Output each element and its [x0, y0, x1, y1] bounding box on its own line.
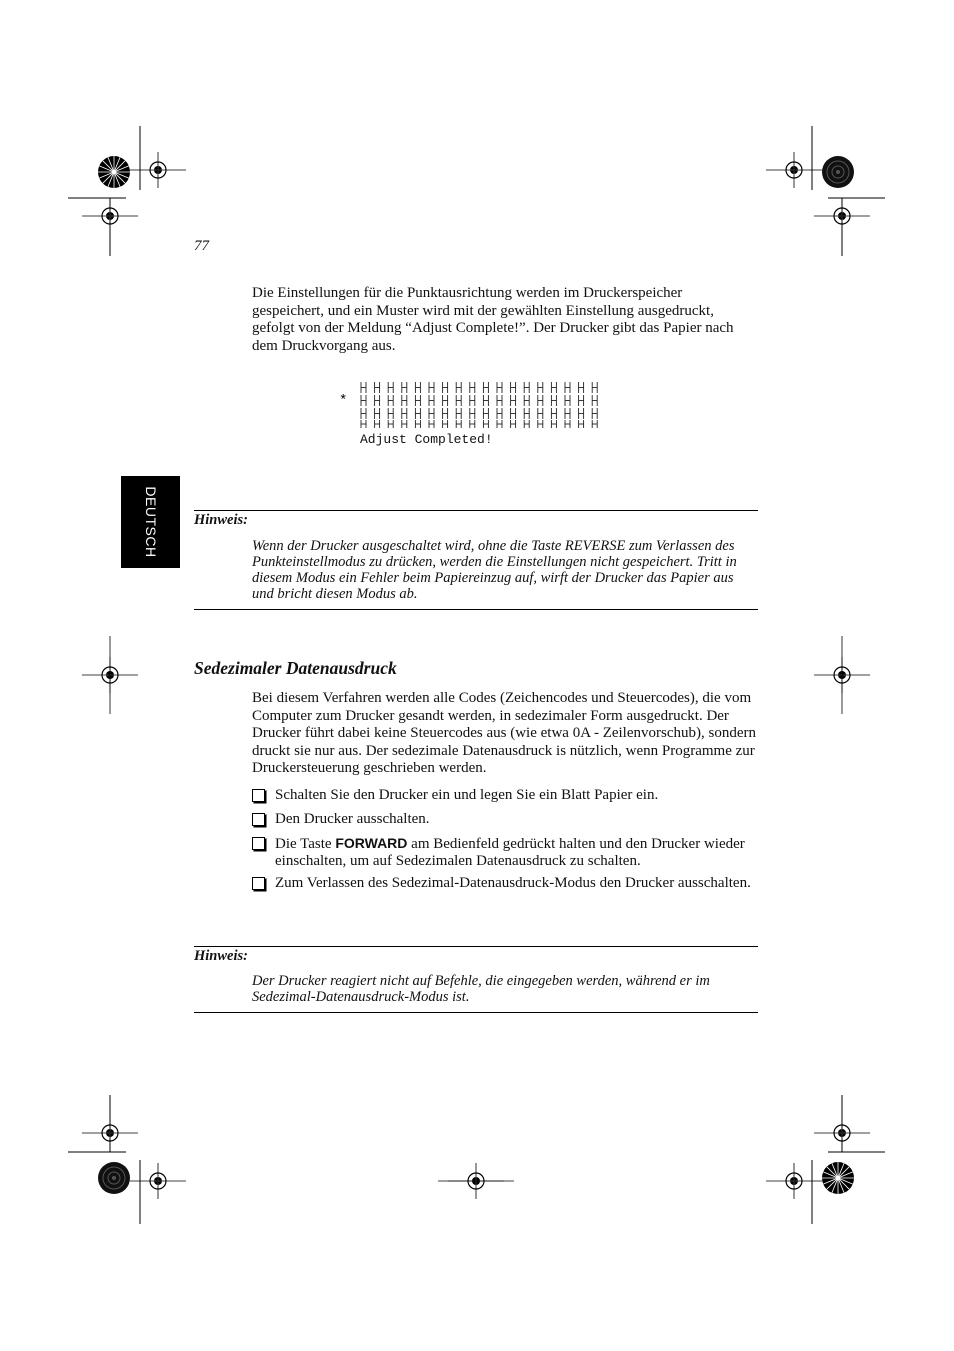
sample-glyph — [388, 408, 393, 419]
sample-glyph — [443, 420, 448, 428]
print-sample-pattern — [336, 378, 626, 430]
checklist-item-text: Schalten Sie den Drucker ein und legen Sie ein Blatt Papier ein. — [275, 787, 659, 803]
sample-glyph — [538, 420, 543, 428]
intro-paragraph: Die Einstellungen für die Punktausrichtung werden im Druckerspeicher gespeichert, und ein Muster wird mit der gewählten Einstellung ausgedruckt, gefolgt von der Meldung “Adjust Complete!”. Der Drucker gibt das Papier nach dem Druckvorgang aus. — [252, 285, 734, 354]
section-paragraph: Bei diesem Verfahren werden alle Codes (Zeichencodes und Steuercodes), die vom Computer zum Drucker gesandt werden, in sedezimaler Form ausgedruckt. Der Drucker führt dabei keine Steuercodes aus (wie etwa 0A - Zeilenvorschub), sondern druckt sie nur aus. Der sedezimale Datenausdruck is nützlich, wenn Programme zur Druckersteuerung geschrieben werden. — [252, 690, 756, 777]
sample-glyph — [415, 382, 420, 393]
sample-glyph — [592, 382, 597, 393]
sample-glyph — [388, 395, 393, 406]
sample-glyph — [565, 382, 570, 393]
sample-glyph — [443, 408, 448, 419]
sample-glyph — [579, 382, 584, 393]
sample-glyph — [470, 420, 475, 428]
sample-glyph — [470, 382, 475, 393]
sample-glyph — [429, 382, 434, 393]
sample-glyph — [361, 408, 366, 419]
sample-glyph — [415, 420, 420, 428]
sample-glyph — [565, 395, 570, 406]
sample-glyph — [388, 420, 393, 428]
sample-glyph — [524, 408, 529, 419]
sample-glyph — [497, 395, 502, 406]
sample-glyph — [538, 395, 543, 406]
note-rule-bottom — [194, 1012, 758, 1013]
sample-glyph — [551, 408, 556, 419]
sample-glyph — [497, 382, 502, 393]
sample-glyph — [524, 382, 529, 393]
sample-glyph — [429, 420, 434, 428]
sample-glyph — [361, 382, 366, 393]
sample-glyph — [592, 395, 597, 406]
sample-glyph — [551, 382, 556, 393]
sample-glyph — [524, 395, 529, 406]
sample-glyph — [415, 395, 420, 406]
sample-glyph — [579, 395, 584, 406]
sample-glyph — [456, 408, 461, 419]
sample-glyph — [429, 395, 434, 406]
sample-glyph — [456, 420, 461, 428]
forward-key-label: FORWARD — [335, 835, 408, 851]
sample-glyph — [443, 382, 448, 393]
sample-glyph — [579, 408, 584, 419]
note-rule-bottom — [194, 609, 758, 610]
note-rule-top — [194, 946, 758, 947]
sample-glyph — [415, 408, 420, 419]
side-tab-label: DEUTSCH — [142, 486, 159, 558]
sample-glyph — [375, 382, 380, 393]
page-number: 77 — [194, 238, 209, 254]
sample-glyph — [497, 420, 502, 428]
note-body: Wenn der Drucker ausgeschaltet wird, ohne die Taste REVERSE zum Verlassen des Punkteinstellmodus zu drücken, werden die Einstellungen nicht gespeichert. Tritt in diesem Modus ein Fehler beim Papiereinzug auf, wirft der Drucker das Papier aus und bricht diesen Modus ab. — [252, 538, 737, 602]
sample-glyph — [524, 420, 529, 428]
sample-glyph — [361, 395, 366, 406]
print-sample-caption: Adjust Completed! — [360, 432, 493, 447]
sample-glyph — [402, 382, 407, 393]
sample-glyph — [375, 420, 380, 428]
sample-glyph — [538, 408, 543, 419]
sample-glyph — [579, 420, 584, 428]
language-side-tab — [121, 476, 180, 568]
note-rule-top — [194, 510, 758, 511]
sample-glyph — [402, 420, 407, 428]
sample-glyph — [429, 408, 434, 419]
sample-glyph — [511, 382, 516, 393]
section-title: Sedezimaler Datenausdruck — [194, 658, 397, 678]
sample-glyph — [565, 420, 570, 428]
sample-glyph — [483, 382, 488, 393]
sample-glyph — [470, 395, 475, 406]
checklist-item — [252, 835, 758, 869]
sample-glyph — [497, 408, 502, 419]
checklist-item — [252, 787, 758, 804]
sample-glyph — [456, 382, 461, 393]
print-sample — [336, 378, 626, 435]
sample-glyph — [551, 420, 556, 428]
sample-glyph — [483, 408, 488, 419]
checklist-item-text — [275, 835, 758, 869]
sample-glyph — [511, 408, 516, 419]
sample-glyph — [592, 420, 597, 428]
checkbox-icon — [252, 837, 265, 850]
step-text-after-key: am Bedienfeld gedrückt halten und den Drucker wieder einschalten, um auf Sedezimalen Datenausdruck zu schalten. — [275, 836, 745, 869]
note-title: Hinweis: — [194, 512, 248, 528]
sample-glyph — [511, 395, 516, 406]
sample-glyph — [402, 408, 407, 419]
note-title: Hinweis: — [194, 948, 248, 964]
checklist-item-text: Den Drucker ausschalten. — [275, 811, 430, 827]
sample-glyph — [483, 395, 488, 406]
sample-glyph — [592, 408, 597, 419]
sample-glyph — [361, 420, 366, 428]
sample-glyph — [388, 382, 393, 393]
checklist-item — [252, 811, 758, 828]
sample-glyph — [456, 395, 461, 406]
checkbox-icon — [252, 813, 265, 826]
sample-glyph — [538, 382, 543, 393]
checklist-item — [252, 875, 758, 892]
sample-marker: * — [339, 393, 348, 409]
sample-glyph — [470, 408, 475, 419]
sample-glyph — [483, 420, 488, 428]
sample-glyph — [402, 395, 407, 406]
note-body: Der Drucker reagiert nicht auf Befehle, die eingegeben werden, während er im Sedezimal-Datenausdruck-Modus ist. — [252, 973, 710, 1005]
sample-glyph — [443, 395, 448, 406]
sample-glyph — [565, 408, 570, 419]
checkbox-icon — [252, 877, 265, 890]
checkbox-icon — [252, 789, 265, 802]
step-text-before-key: Die Taste — [275, 836, 336, 852]
sample-glyph — [511, 420, 516, 428]
sample-glyph — [375, 395, 380, 406]
sample-glyph — [551, 395, 556, 406]
checklist-item-text: Zum Verlassen des Sedezimal-Datenausdruck-Modus den Drucker ausschalten. — [275, 875, 751, 891]
sample-glyph — [375, 408, 380, 419]
